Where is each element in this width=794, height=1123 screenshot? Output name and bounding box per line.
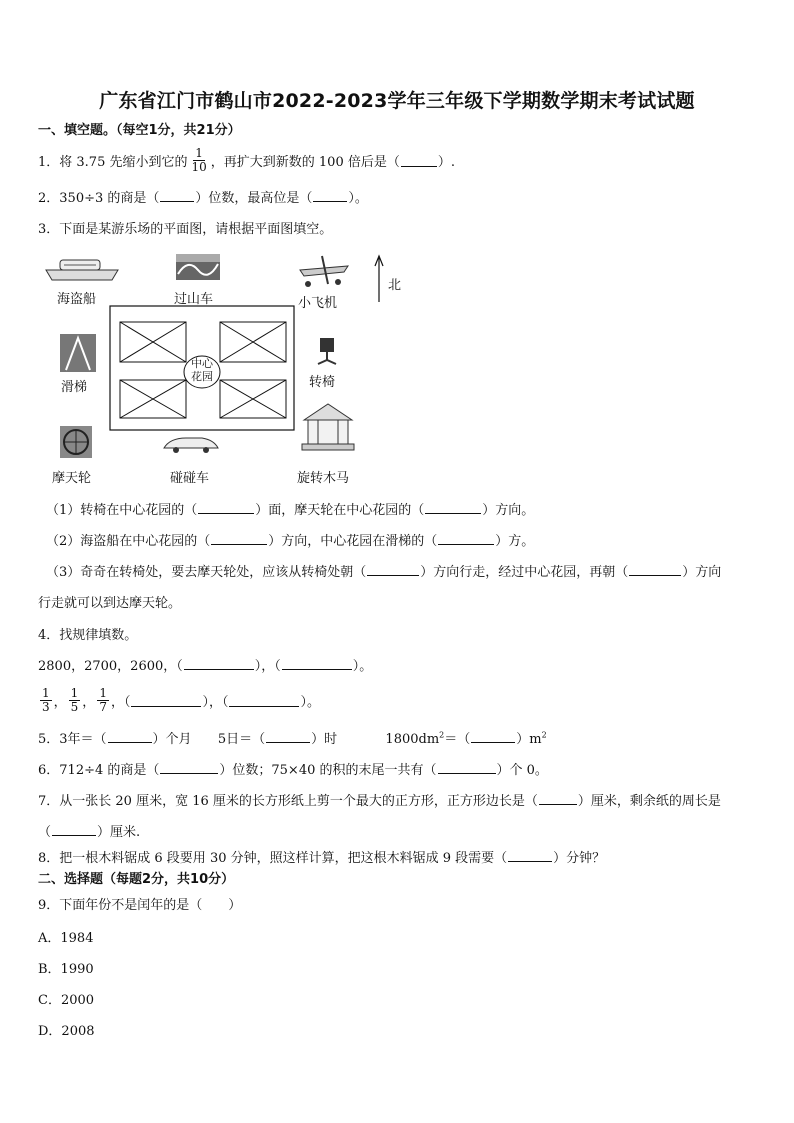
page-title: 广东省江门市鹤山市2022-2023学年三年级下学期数学期末考试试题 [99,90,695,112]
question-4-fractions: $\frac{1}{3}$ ， $\frac{1}{5}$ ， $\frac{1}{7}$ ，（ ），（ ）。 [42,685,320,714]
answer-blank[interactable] [282,657,352,670]
option-b[interactable]: B．1990 [38,962,94,977]
question-7: 7．从一张长 20 厘米，宽 16 厘米的长方形纸上剪一个最大的正方形，正方形边长是（ ）厘米，剩余纸的周长是 [38,794,721,809]
option-c[interactable]: C．2000 [38,993,95,1008]
q1-text: 1．将 3.75 先缩小到它的 [38,154,188,170]
answer-blank[interactable] [425,501,481,514]
q1-fraction: $\frac{1}{10}$ [191,145,207,174]
answer-blank[interactable] [108,730,152,743]
section-2-heading: 二、选择题（每题2分，共10分） [38,872,235,887]
answer-blank[interactable] [211,532,267,545]
roller-coaster-icon [176,254,220,280]
question-3-2: （2）海盗船在中心花园的（ ）方向，中心花园在滑梯的（ ）方。 [46,534,535,549]
label-north: 北 [388,278,402,293]
slide-icon [60,334,96,372]
fraction-1-5: $\frac{1}{5}$ [70,685,79,714]
answer-blank[interactable] [229,694,299,707]
answer-blank[interactable] [629,563,681,576]
label-roller-coaster: 过山车 [174,292,214,307]
carousel-icon [302,404,354,450]
answer-blank[interactable] [198,501,254,514]
answer-blank[interactable] [266,730,310,743]
section-1-heading: 一、填空题。（每空1分，共21分） [38,123,241,138]
label-ferris-wheel: 摩天轮 [52,471,92,486]
label-carousel: 旋转木马 [297,471,350,486]
answer-blank[interactable] [52,823,96,836]
answer-blank[interactable] [471,730,515,743]
answer-blank[interactable] [184,657,254,670]
label-pirate-ship: 海盗船 [57,292,97,307]
amusement-park-map [38,250,418,490]
label-bumper-car: 碰碰车 [170,471,210,486]
label-slide: 滑梯 [61,380,88,395]
fraction-1-7: $\frac{1}{7}$ [99,685,107,714]
answer-blank[interactable] [438,761,496,774]
question-1: 1．将 3.75 先缩小到它的 $\frac{1}{10}$ ，再扩大到新数的 100 倍后是（ ）. [38,145,455,174]
answer-blank[interactable] [539,792,577,805]
pirate-ship-icon [46,260,118,280]
question-3-3-line2: 行走就可以到达摩天轮。 [38,596,182,611]
question-4-sequence: 2800，2700，2600，（ ），（ ）。 [38,659,373,674]
answer-blank[interactable] [367,563,419,576]
answer-blank[interactable] [508,849,552,862]
answer-blank[interactable] [438,532,494,545]
question-3-1: （1）转椅在中心花园的（ ）面，摩天轮在中心花园的（ ）方向。 [46,503,535,518]
answer-blank[interactable] [131,694,201,707]
label-swivel-chair: 转椅 [309,375,336,390]
question-7-line2: （ ）厘米. [38,825,141,840]
option-a[interactable]: A．1984 [38,931,94,946]
question-4: 4．找规律填数。 [38,628,138,643]
option-d[interactable]: D．2008 [38,1024,95,1039]
ferris-wheel-icon [60,426,92,458]
label-small-plane: 小飞机 [298,296,338,311]
question-9: 9．下面年份不是闰年的是（ ） [38,898,242,913]
north-arrow-icon [375,256,383,302]
question-6: 6．712÷4 的商是（ ）位数；75×40 的积的末尾一共有（ ）个 0。 [38,763,548,778]
answer-blank[interactable] [313,189,347,202]
answer-blank[interactable] [160,761,218,774]
question-5: 5．3年＝（ ）个月 5日＝（ ）时 $1800dm^2=$（ ）$m^2$ [38,730,547,747]
question-3-3: （3）奇奇在转椅处，要去摩天轮处，应该从转椅处朝（ ）方向行走，经过中心花园，再朝（ ）方向 [46,565,722,580]
small-plane-icon [300,256,348,287]
fraction-1-3: $\frac{1}{3}$ [42,685,50,714]
swivel-chair-icon [318,338,336,364]
bumper-car-icon [164,438,218,453]
answer-blank[interactable] [401,154,437,167]
question-3: 3．下面是某游乐场的平面图，请根据平面图填空。 [38,222,333,237]
answer-blank[interactable] [160,189,194,202]
q1-text-2: ，再扩大到新数的 100 倍后是（ [210,154,400,170]
question-8: 8．把一根木料锯成 6 段要用 30 分钟，照这样计算，把这根木料锯成 9 段需要（ ）分钟？ [38,851,606,866]
question-2: 2．350÷3 的商是（ ）位数，最高位是（ ）。 [38,191,368,206]
label-center-garden: 中心 花园 [191,357,213,383]
